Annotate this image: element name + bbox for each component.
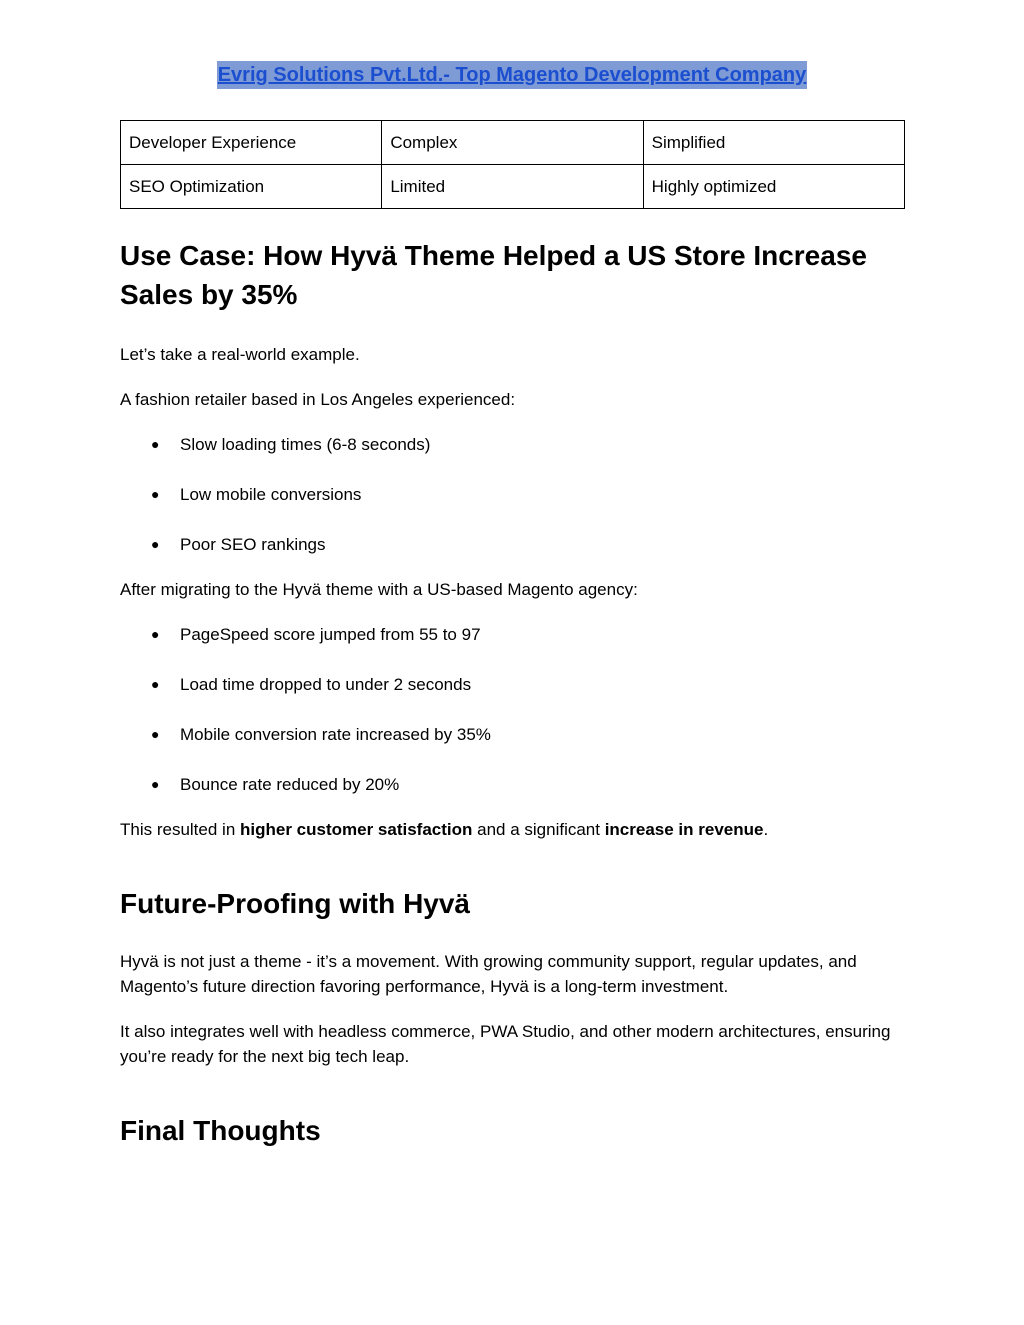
bullet-icon: ● — [151, 536, 160, 552]
list-item: ● Low mobile conversions — [120, 482, 910, 507]
bullet-icon: ● — [151, 676, 160, 692]
future-paragraph-1: Hyvä is not just a theme - it’s a movement. With growing community support, regular updates, and Magento’s future direction favoring performance, Hyvä is a long-term investment. — [120, 952, 857, 996]
result-paragraph: This resulted in higher customer satisfaction and a significant increase in revenue. — [120, 820, 769, 839]
table-row — [121, 121, 905, 165]
final-heading: Final Thoughts — [120, 1115, 321, 1146]
use-case-intro: Let’s take a real-world example. — [120, 345, 360, 364]
list-item: ● Slow loading times (6-8 seconds) — [120, 432, 910, 457]
after-intro: After migrating to the Hyvä theme with a US-based Magento agency: — [120, 580, 638, 599]
future-paragraph-2: It also integrates well with headless commerce, PWA Studio, and other modern architectures, ensuring you’re ready for the next big tech leap. — [120, 1022, 891, 1066]
bullet-icon: ● — [151, 726, 160, 742]
table-cell: Simplified — [643, 121, 904, 165]
list-item: ● Bounce rate reduced by 20% — [120, 772, 910, 797]
table-cell: SEO Optimization — [121, 165, 382, 209]
page-header — [0, 61, 1024, 89]
bold-revenue: increase in revenue — [604, 820, 764, 839]
list-item: ● PageSpeed score jumped from 55 to 97 — [120, 622, 910, 647]
use-case-heading: Use Case: How Hyvä Theme Helped a US Store Increase Sales by 35% — [120, 240, 867, 310]
list-item: ● Poor SEO rankings — [120, 532, 910, 557]
table-cell: Highly optimized — [643, 165, 904, 209]
bullet-icon: ● — [151, 776, 160, 792]
before-intro: A fashion retailer based in Los Angeles experienced: — [120, 390, 516, 409]
table-cell: Developer Experience — [121, 121, 382, 165]
list-item: ● Mobile conversion rate increased by 35% — [120, 722, 910, 747]
future-heading: Future-Proofing with Hyvä — [120, 888, 470, 919]
table-row — [121, 165, 905, 209]
bullet-icon: ● — [151, 436, 160, 452]
comparison-table — [120, 120, 905, 209]
bold-satisfaction: higher customer satisfaction — [240, 820, 473, 839]
table-cell: Limited — [382, 165, 643, 209]
document-content — [120, 236, 910, 1150]
bullet-icon: ● — [151, 486, 160, 502]
before-list — [120, 432, 910, 557]
list-item: ● Load time dropped to under 2 seconds — [120, 672, 910, 697]
company-link[interactable]: Evrig Solutions Pvt.Ltd.- Top Magento Development Company — [217, 61, 808, 89]
after-list — [120, 622, 910, 797]
table-cell: Complex — [382, 121, 643, 165]
bullet-icon: ● — [151, 626, 160, 642]
